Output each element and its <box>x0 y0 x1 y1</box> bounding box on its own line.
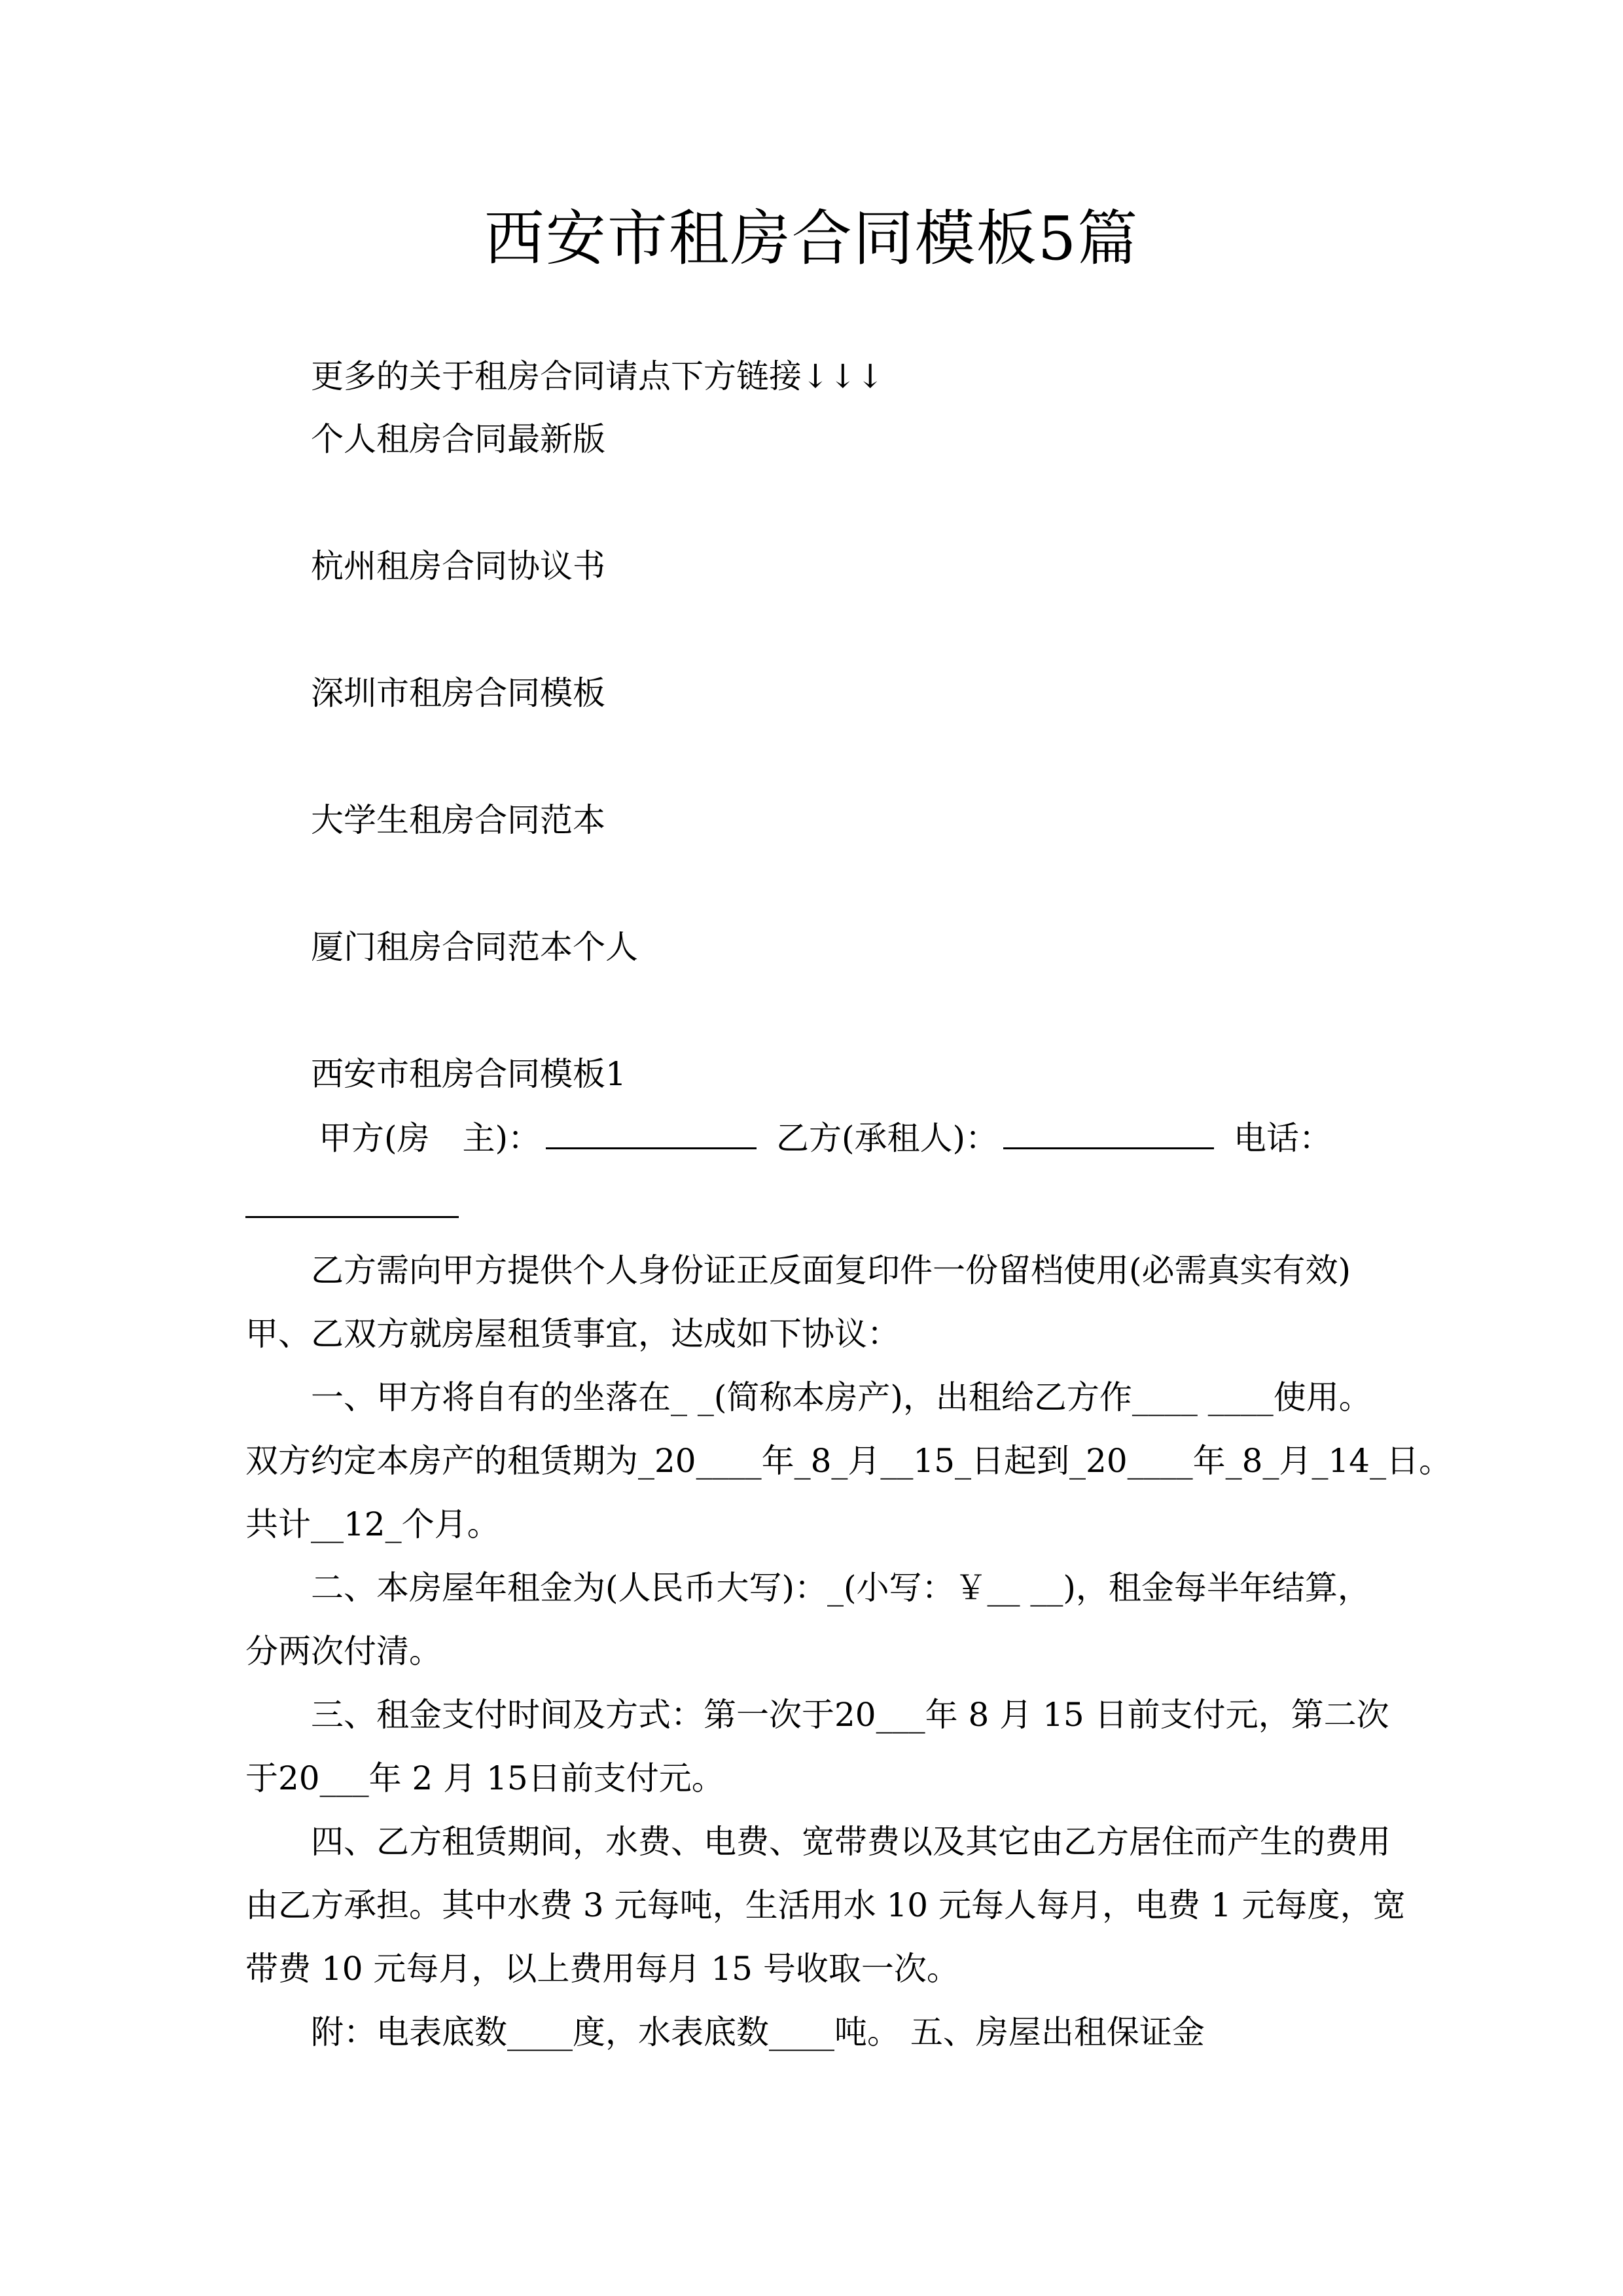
link-xiamen-rental-personal[interactable]: 厦门租房合同范本个人 <box>311 928 638 966</box>
intro-text: 更多的关于租房合同请点下方链接↓↓↓ <box>311 357 884 395</box>
clause-1-line-2: 双方约定本房产的租赁期为_20____年_8_月__15_日起到_20____年_8_月_14_日。 <box>245 1442 1452 1480</box>
party-a-blank <box>546 1121 757 1149</box>
link-hangzhou-rental-agreement[interactable]: 杭州租房合同协议书 <box>311 547 605 585</box>
clause-3-line-2: 于20___年 2 月 15日前支付元。 <box>245 1759 724 1797</box>
meter-readings-and-deposit: 附：电表底数____度，水表底数____吨。 五、房屋出租保证金 <box>311 2013 1205 2051</box>
clause-4-line-1: 四、乙方租赁期间，水费、电费、宽带费以及其它由乙方居住而产生的费用 <box>311 1823 1391 1861</box>
parties-line <box>319 1115 1332 1161</box>
link-personal-rental-contract[interactable]: 个人租房合同最新版 <box>311 420 605 458</box>
clause-2-line-2: 分两次付清。 <box>245 1632 442 1670</box>
phone-label: 电话： <box>1234 1119 1332 1157</box>
document-title: 西安市租房合同模板5篇 <box>484 204 1139 274</box>
clause-2-line-1: 二、本房屋年租金为(人民币大写)：_(小写：￥__ __)，租金每半年结算， <box>311 1569 1370 1607</box>
clause-1-line-3: 共计__12_个月。 <box>245 1505 500 1543</box>
paragraph-id-requirement: 乙方需向甲方提供个人身份证正反面复印件一份留档使用(必需真实有效) <box>311 1251 1351 1289</box>
link-shenzhen-rental-template[interactable]: 深圳市租房合同模板 <box>311 674 605 712</box>
party-a-label: 甲方(房 主)： <box>319 1119 541 1157</box>
clause-3-line-1: 三、租金支付时间及方式：第一次于20___年 8 月 15 日前支付元，第二次 <box>311 1696 1389 1734</box>
clause-4-line-3: 带费 10 元每月，以上费用每月 15 号收取一次。 <box>245 1950 959 1988</box>
party-b-label: 乙方(承租人)： <box>776 1119 999 1157</box>
phone-blank <box>245 1190 459 1218</box>
party-b-blank <box>1003 1121 1214 1149</box>
clause-4-line-2: 由乙方承担。其中水费 3 元每吨，生活用水 10 元每人每月，电费 1 元每度，宽 <box>245 1886 1406 1924</box>
link-student-rental-sample[interactable]: 大学生租房合同范本 <box>311 801 605 839</box>
section-title: 西安市租房合同模板1 <box>311 1055 626 1093</box>
clause-1-line-1: 一、甲方将自有的坐落在_ _(简称本房产)，出租给乙方作____ ____使用。 <box>311 1378 1372 1416</box>
paragraph-agreement-intro: 甲、乙双方就房屋租赁事宜，达成如下协议： <box>245 1315 900 1353</box>
